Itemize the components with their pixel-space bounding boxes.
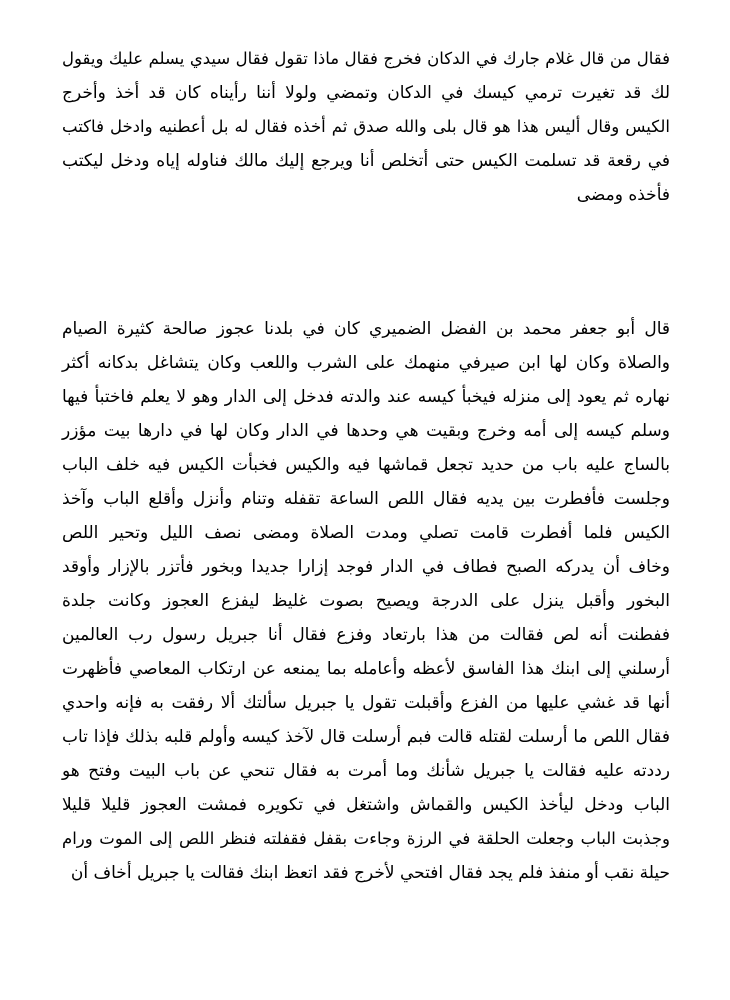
text-line: البخور وأقبل ينزل على الدرجة ويصيح بصوت غليظ ليفزع العجوز وكانت جلدة: [62, 591, 670, 611]
text-line: الكيس وقال أليس هذا هو قال بلى والله صدق ثم أخذه فقال له بل أعطنيه وادخل فاكتب: [62, 117, 670, 136]
paragraph-2: [62, 312, 670, 890]
text-line: حيلة نقب أو منفذ فلم يجد فقال افتحي لأخرج فقد اتعظ ابنك فقالت يا جبريل أخاف أن: [70, 863, 670, 883]
paragraph-1: [62, 42, 670, 212]
text-line: فقال اللص ما أرسلت لقتله قالت فبم أرسلت قال لآخذ كيسه وأولم قلبه بذلك فإذا تاب: [62, 727, 670, 747]
text-line: فأخذه ومضى: [576, 185, 670, 205]
text-line: في رقعة قد تسلمت الكيس حتى أتخلص أنا ويرجع إليك مالك فناوله إياه ودخل ليكتب: [62, 151, 670, 171]
text-line: وجلست فأفطرت بين يديه فقال اللص الساعة تقفله وتنام وأنزل وأقلع الباب وآخذ: [62, 489, 670, 509]
text-line: قال أبو جعفر محمد بن الفضل الضميري كان في بلدنا عجوز صالحة كثيرة الصيام: [62, 319, 670, 339]
text-line: الكيس فلما أفطرت قامت تصلي ومدت الصلاة ومضى نصف الليل وتحير اللص: [62, 523, 670, 543]
text-line: وخاف أن يدركه الصبح فطاف في الدار فوجد إزارا جديدا وبخور فأتزر بالإزار وأوقد: [62, 557, 670, 577]
text-line: وسلم كيسه إلى أمه وخرج وبقيت هي وحدها في الدار وكان لها في دارها بيت مؤزر: [62, 421, 670, 441]
text-line: فقال من قال غلام جارك في الدكان فخرج فقال ماذا تقول فقال سيدي يسلم عليك ويقول: [62, 49, 670, 68]
text-line: رددته عليه فقالت يا جبريل شأنك وما أمرت به فقال تنحي عن باب البيت وفتح هو: [62, 761, 670, 781]
text-line: أنها قد غشي عليها من الفزع وأقبلت تقول يا جبريل سألتك ألا رفقت به فإنه واحدي: [62, 693, 670, 713]
text-line: وجذبت الباب وجعلت الحلقة في الرزة وجاءت بقفل فقفلته فنظر اللص إلى الموت ورام: [62, 829, 670, 848]
text-line: الباب ودخل ليأخذ الكيس والقماش واشتغل في تكويره فمشت العجوز قليلا قليلا: [62, 795, 670, 815]
text-line: نهاره ثم يعود إلى منزله فيخبأ كيسه عند والدته فدخل إلى الدار وهو لا يعلم فاختبأ فيها: [62, 387, 670, 407]
text-line: أرسلني إلى ابنك هذا الفاسق لأعظه وأعامله بما يمنعه عن ارتكاب المعاصي فأظهرت: [62, 659, 670, 679]
text-line: والصلاة وكان لها ابن صيرفي منهمك على الشرب واللعب وكان يتشاغل بدكانه أكثر: [62, 353, 670, 373]
text-line: لك قد تغيرت ترمي كيسك في الدكان وتمضي ولولا أننا رأيناه كان قد أخذ وأخرج: [62, 83, 670, 103]
text-line: ففطنت أنه لص فقالت من هذا بارتعاد وفزع فقال أنا جبريل رسول رب العالمين: [62, 625, 670, 645]
text-line: بالساج عليه باب من حديد تجعل قماشها فيه والكيس فخبأت الكيس فيه خلف الباب: [62, 455, 670, 475]
